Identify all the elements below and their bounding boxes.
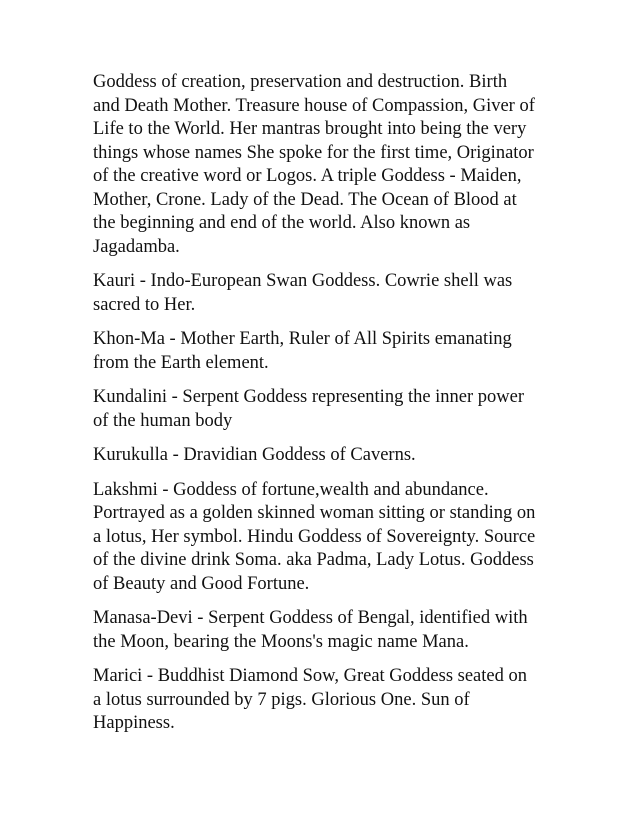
text-line: sacred to Her. [93,294,196,315]
text-line: Marici - Buddhist Diamond Sow, Great Goddess seated on [93,666,527,686]
paragraph-creation-goddess [93,71,563,259]
text-line: the beginning and end of the world. Also known as [93,213,471,233]
paragraph-kundalini [93,386,563,433]
text-line: Lakshmi - Goddess of fortune,wealth and abundance. [93,479,489,500]
text-line: Manasa-Devi - Serpent Goddess of Bengal, identified with [93,608,528,628]
text-line: Kurukulla - Dravidian Goddess of Caverns. [93,445,416,465]
text-line: Jagadamba. [93,236,180,257]
paragraph-manasa-devi [93,607,563,654]
paragraph-khon-ma [93,328,563,375]
text-line: Khon-Ma - Mother Earth, Ruler of All Spirits emanating [93,329,512,349]
text-line: Mother, Crone. Lady of the Dead. The Ocean of Blood at [93,189,517,210]
text-line: Life to the World. Her mantras brought into being the very [93,119,527,139]
text-line: and Death Mother. Treasure house of Compassion, Giver of [93,95,535,116]
document-body [93,71,563,747]
text-line: things whose names She spoke for the first time, Originator [93,142,534,163]
paragraph-marici [93,665,563,736]
text-line: of Beauty and Good Fortune. [93,573,310,594]
text-line: a lotus, Her symbol. Hindu Goddess of Sovereignty. Source [93,526,536,547]
text-line: of the divine drink Soma. aka Padma, Lady Lotus. Goddess [93,550,534,570]
text-line: the Moon, bearing the Moons's magic name Mana. [93,631,469,652]
text-line: from the Earth element. [93,352,269,373]
text-line: a lotus surrounded by 7 pigs. Glorious One. Sun of [93,689,470,710]
text-line: of the creative word or Logos. A triple Goddess - Maiden, [93,166,522,186]
text-line: Kundalini - Serpent Goddess representing the inner power [93,387,525,407]
text-line: Portrayed as a golden skinned woman sitting or standing on [93,503,536,523]
text-line: Goddess of creation, preservation and destruction. Birth [93,72,508,92]
paragraph-kurukulla [93,444,563,468]
text-line: of the human body [93,410,233,431]
paragraph-lakshmi [93,479,563,597]
text-line: Happiness. [93,713,175,733]
text-line: Kauri - Indo-European Swan Goddess. Cowrie shell was [93,271,513,291]
paragraph-kauri [93,270,563,317]
